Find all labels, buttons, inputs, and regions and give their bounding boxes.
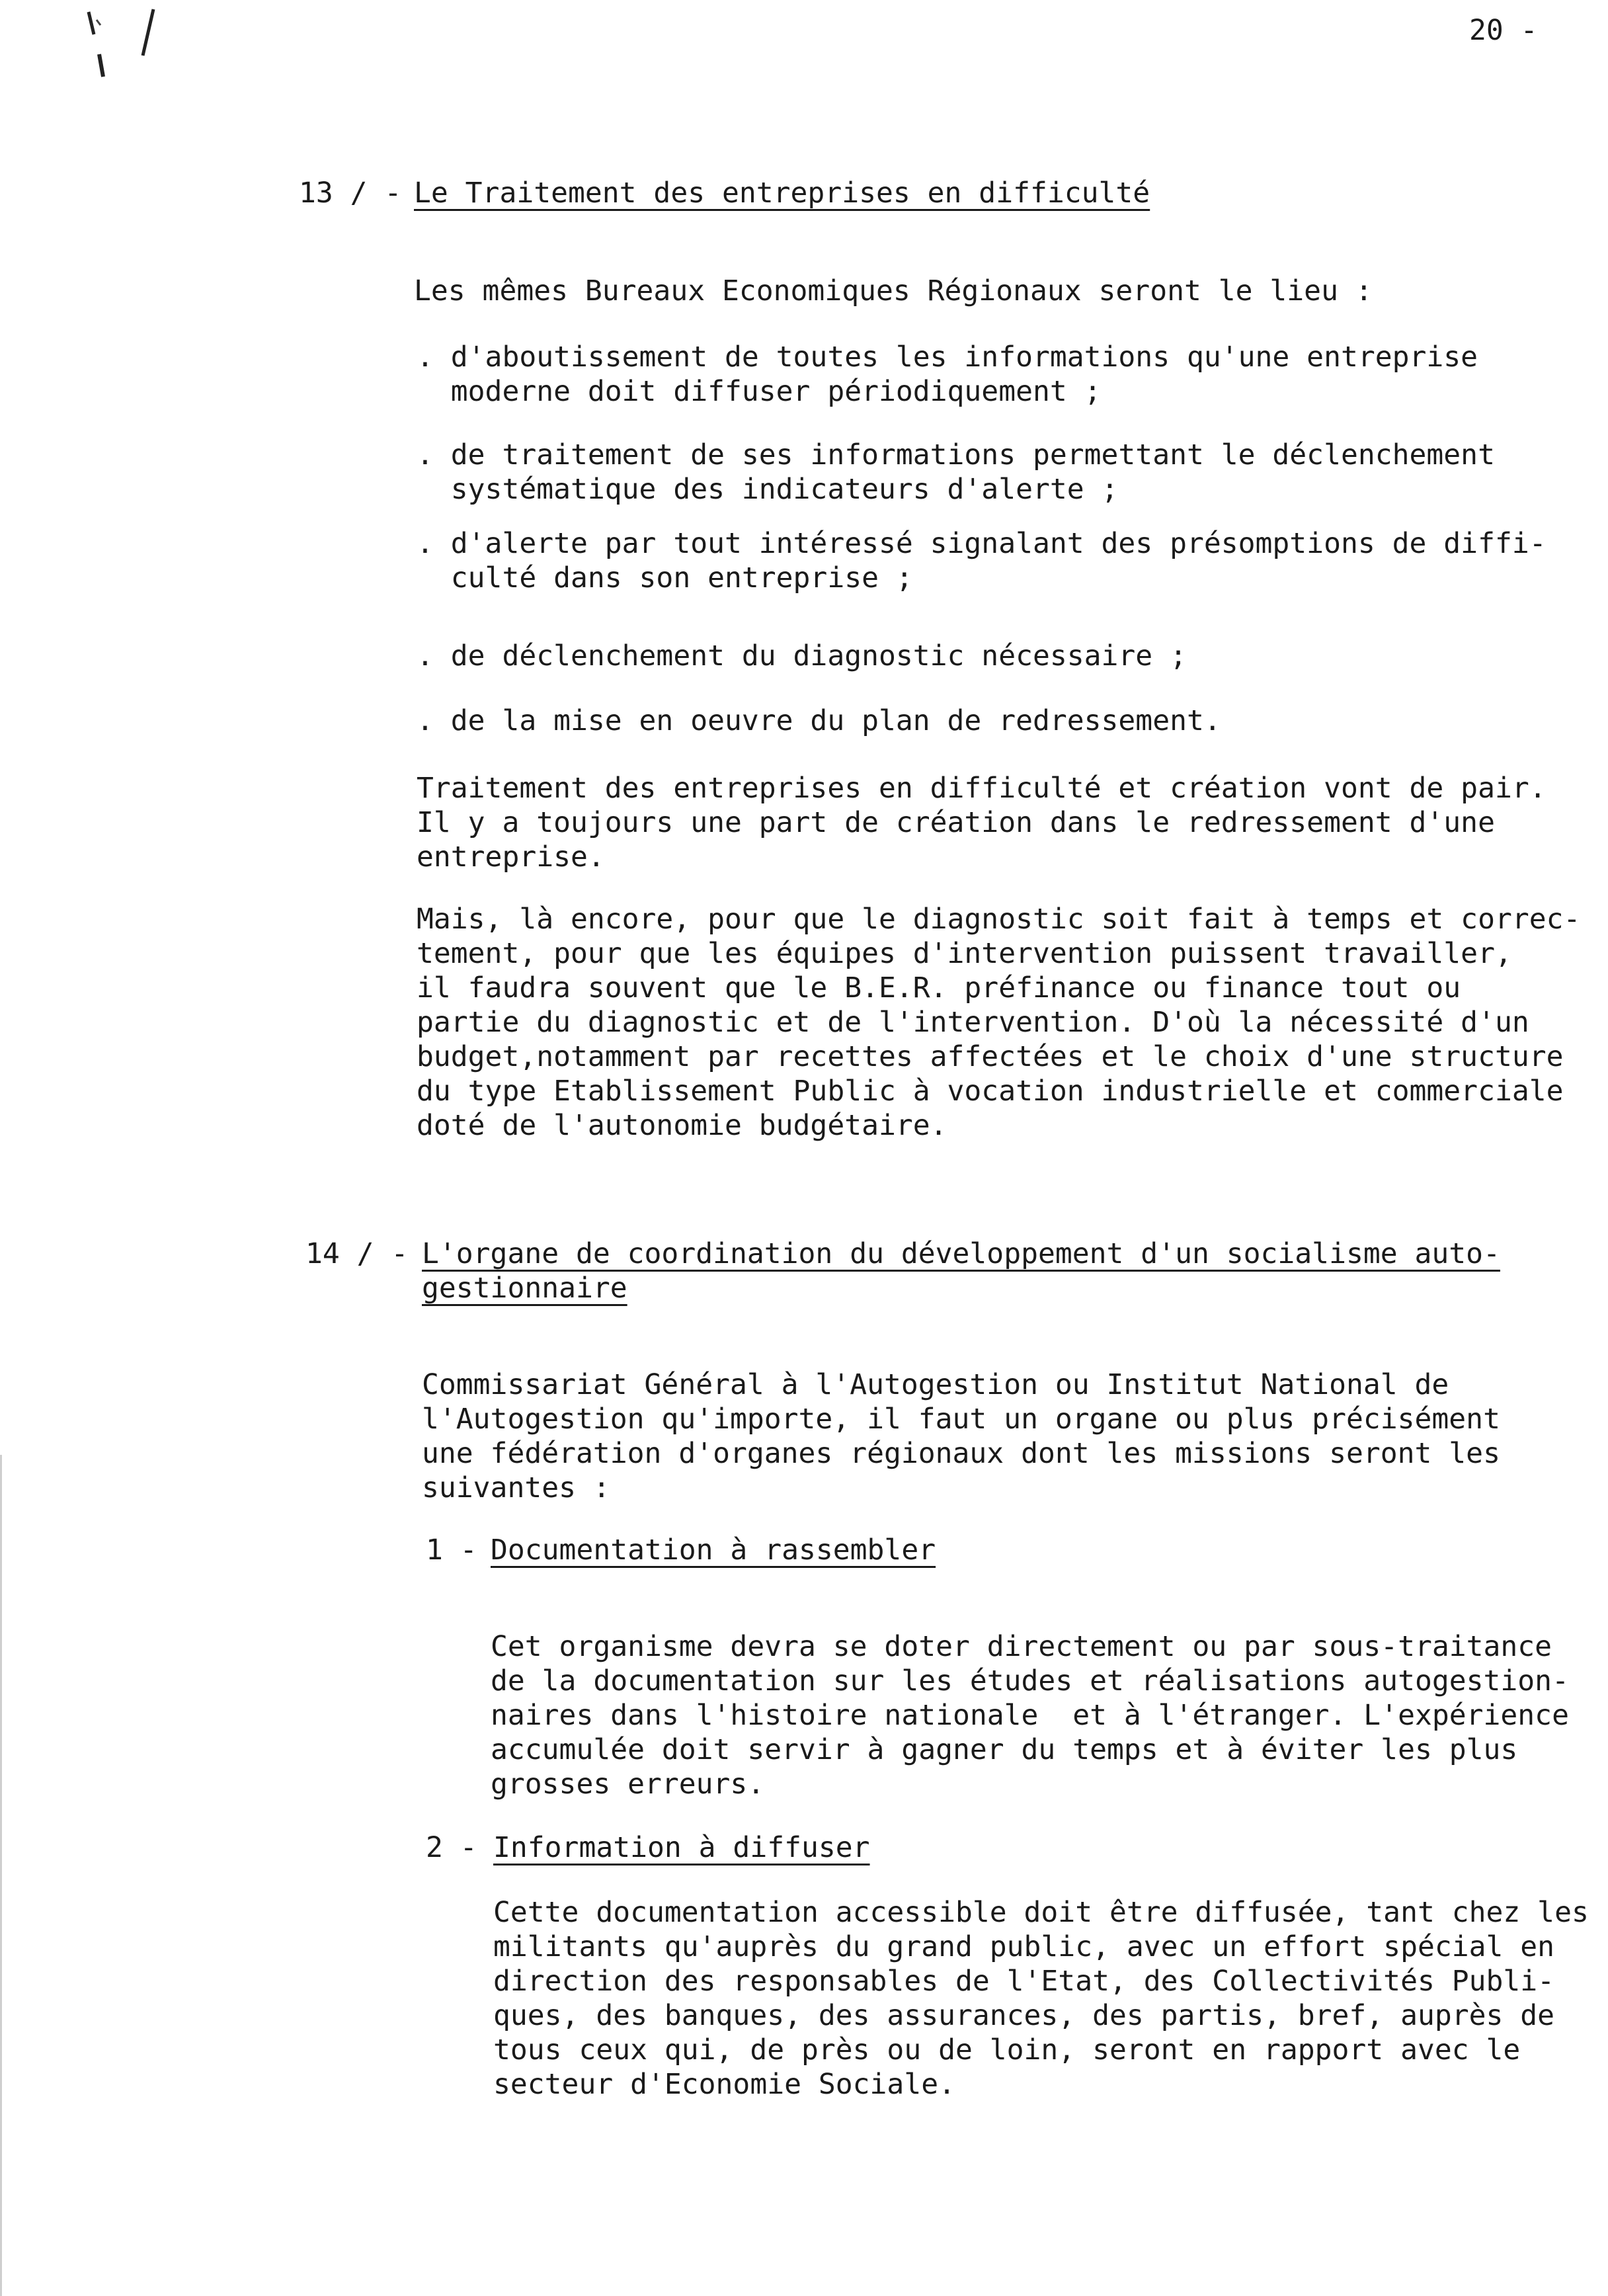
section-13-bullet: . d'alerte par tout intéressé signalant des présomptions de diffi- culté dans son entreprise ; (417, 527, 1547, 594)
section-13-intro: Les mêmes Bureaux Economiques Régionaux seront le lieu : (414, 274, 1373, 308)
section-14-heading: L'organe de coordination du développement d'un socialisme auto- (422, 1237, 1500, 1270)
subsection-1-title: Documentation à rassembler (491, 1534, 936, 1567)
section-14-number: 14 / - (305, 1237, 409, 1270)
scan-edge-line (0, 1455, 2, 2296)
section-13-bullet: . d'aboutissement de toutes les informations qu'une entreprise moderne doit diffuser périodiquement ; (417, 341, 1478, 408)
section-14-intro: Commissariat Général à l'Autogestion ou Institut National de l'Autogestion qu'importe, il faut un organe ou plus précisément une fédération d'organes régionaux dont les missions seront les suivantes : (422, 1368, 1500, 1504)
subsection-2-body: Cette documentation accessible doit être diffusée, tant chez les militants qu'auprès du grand public, avec un effort spécial en direction des responsables de l'Etat, des Collectivités Publi- ques, des banques, des assurances, des partis, bref, auprès de tous ceux qui, de près ou de loin, seront en rapport avec le secteur d'Economie Sociale. (493, 1896, 1589, 2101)
section-13-paragraph: Traitement des entreprises en difficulté et création vont de pair. Il y a toujours une part de création dans le redressement d'une entreprise. (417, 772, 1547, 874)
subsection-1-body: Cet organisme devra se doter directement ou par sous-traitance de la documentation sur les études et réalisations autogestion- naires dans l'histoire nationale et à l'étranger. L'expérience accumulée doit servir à gagner du temps et à éviter les plus grosses erreurs. (491, 1630, 1569, 1801)
subsection-1-number: 1 - (426, 1534, 477, 1567)
page-number: 20 - (1469, 14, 1538, 47)
section-13-paragraph: Mais, là encore, pour que le diagnostic soit fait à temps et correc- tement, pour que les équipes d'intervention puissent travailler, il faudra souvent que le B.E.R. préfinance ou finance tout ou partie du diagnostic et de l'intervention. D'où la nécessité d'un budget,notamment par recettes affectées et le choix d'une structure du type Etablissement Public à vocation industrielle et commerciale doté de l'autonomie budgétaire. (417, 903, 1581, 1142)
subsection-2-title: Information à diffuser (493, 1831, 870, 1864)
section-14-heading-continued: gestionnaire (422, 1272, 627, 1305)
pen-stroke-icon (79, 5, 172, 85)
section-13-heading: Le Traitement des entreprises en difficulté (414, 177, 1150, 210)
section-13-bullet: . de traitement de ses informations permettant le déclenchement systématique des indicateurs d'alerte ; (417, 438, 1495, 506)
section-13-bullet: . de la mise en oeuvre du plan de redressement. (417, 704, 1221, 737)
subsection-2-number: 2 - (426, 1831, 477, 1864)
section-13-number: 13 / - (299, 177, 402, 210)
section-13-bullet: . de déclenchement du diagnostic nécessaire ; (417, 639, 1187, 673)
